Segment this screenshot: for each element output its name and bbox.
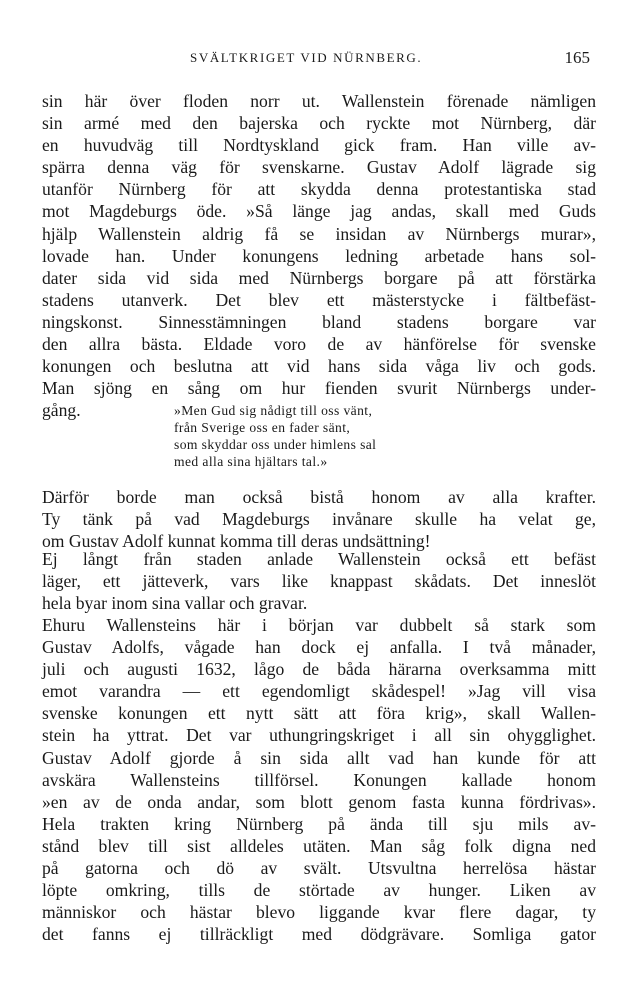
text-line: emot varandra — ett egendomligt skådespel! »Jag vill visa: [42, 681, 596, 702]
text-line: avskära Wallensteins tillförsel. Konungen kallade honom: [42, 769, 596, 790]
text-line: Därför borde man också bistå honom av alla krafter.: [42, 487, 596, 507]
text-line: juli och augusti 1632, lågo de båda härarna overksamma mitt: [42, 659, 596, 680]
verse-line: som skyddar oss under himlens sal: [174, 437, 377, 452]
verse-quote: [174, 402, 376, 470]
paragraph-4: [42, 614, 596, 945]
text-line: ningskonst. Sinnesstämningen bland stadens borgare var: [42, 311, 596, 332]
text-line: lovade han. Under konungens ledning arbetade hans sol-: [42, 245, 596, 266]
text-line: mot Magdeburgs öde. »Så länge jag andas, skall med Guds: [42, 201, 596, 222]
text-line: dater sida vid sida med Nürnbergs borgare på att förstärka: [42, 267, 596, 288]
running-title: SVÄLTKRIGET VID NÜRNBERG.: [190, 50, 423, 65]
text-line: en huvudväg till Nordtyskland gick fram. Han ville av-: [42, 135, 596, 156]
verse-line: »Men Gud sig nådigt till oss vänt,: [174, 403, 373, 418]
text-line: utanför Nürnberg för att skydda denna protestantiska stad: [42, 179, 596, 200]
text-line: konungen och beslutna att vid hans sida våga liv och gods.: [42, 356, 596, 377]
text-line: sin armé med den bajerska och ryckte mot Nürnberg, där: [42, 113, 596, 134]
verse-line: med alla sina hjältars tal.»: [174, 454, 328, 469]
text-line: stadens utanverk. Det blev ett mästerstycke i fältbefäst-: [42, 289, 596, 310]
text-line: gång.: [42, 400, 81, 421]
text-line: löpte omkring, tills de störtade av hunger. Liken av: [42, 880, 596, 901]
page-number: 165: [564, 48, 590, 67]
page-header: [40, 48, 594, 70]
text-line: Man sjöng en sång om hur fienden svurit Nürnbergs under-: [42, 378, 596, 399]
paragraph-2: [42, 486, 596, 552]
text-line: hela byar inom sina vallar och gravar.: [42, 593, 308, 614]
text-line: stein ha yttrat. Det var uthungringskriget i all sin ohygglighet.: [42, 725, 596, 746]
text-line: Gustav Adolf gjorde å sin sida allt vad han kunde för att: [42, 747, 596, 768]
text-line: Hela trakten kring Nürnberg på ända till sju mils av-: [42, 813, 596, 834]
text-line: Gustav Adolfs, vågade han dock ej anfalla. I två månader,: [42, 637, 596, 658]
text-line: läger, ett jätteverk, vars like knappast skådats. Det inneslöt: [42, 571, 596, 592]
text-line: sin här över floden norr ut. Wallenstein förenade nämligen: [42, 91, 596, 111]
text-line: stånd blev till sist alldeles utäten. Man såg folk digna ned: [42, 835, 596, 856]
text-line: det fanns ej tillräckligt med dödgrävare. Somliga gator: [42, 924, 596, 945]
text-line: spärra denna väg för svenskarne. Gustav Adolf lägrade sig: [42, 157, 596, 178]
text-line: på gatorna och dö av svält. Utsvultna herrelösa hästar: [42, 858, 596, 879]
verse-line: från Sverige oss en fader sänt,: [174, 420, 351, 435]
text-line: Ty tänk på vad Magdeburgs invånare skulle ha velat ge,: [42, 509, 596, 530]
text-line: hjälp Wallenstein aldrig få se insidan av Nürnbergs murar»,: [42, 223, 596, 244]
text-line: människor och hästar blevo liggande kvar flere dagar, ty: [42, 902, 596, 923]
text-line: Ehuru Wallensteins här i början var dubbelt så stark som: [42, 615, 596, 635]
text-line: den allra bästa. Eldade voro de av hänförelse för svenske: [42, 334, 596, 355]
paragraph-1: [42, 90, 596, 421]
text-line: svenske konungen ett nytt sätt att föra krig», skall Wallen-: [42, 703, 596, 724]
paragraph-3: [42, 548, 596, 614]
text-line: om Gustav Adolf kunnat komma till deras undsättning!: [42, 531, 431, 552]
text-line: Ej långt från staden anlade Wallenstein också ett befäst: [42, 549, 596, 569]
text-line: »en av de onda andar, som blott genom fasta kunna fördrivas».: [42, 791, 596, 812]
